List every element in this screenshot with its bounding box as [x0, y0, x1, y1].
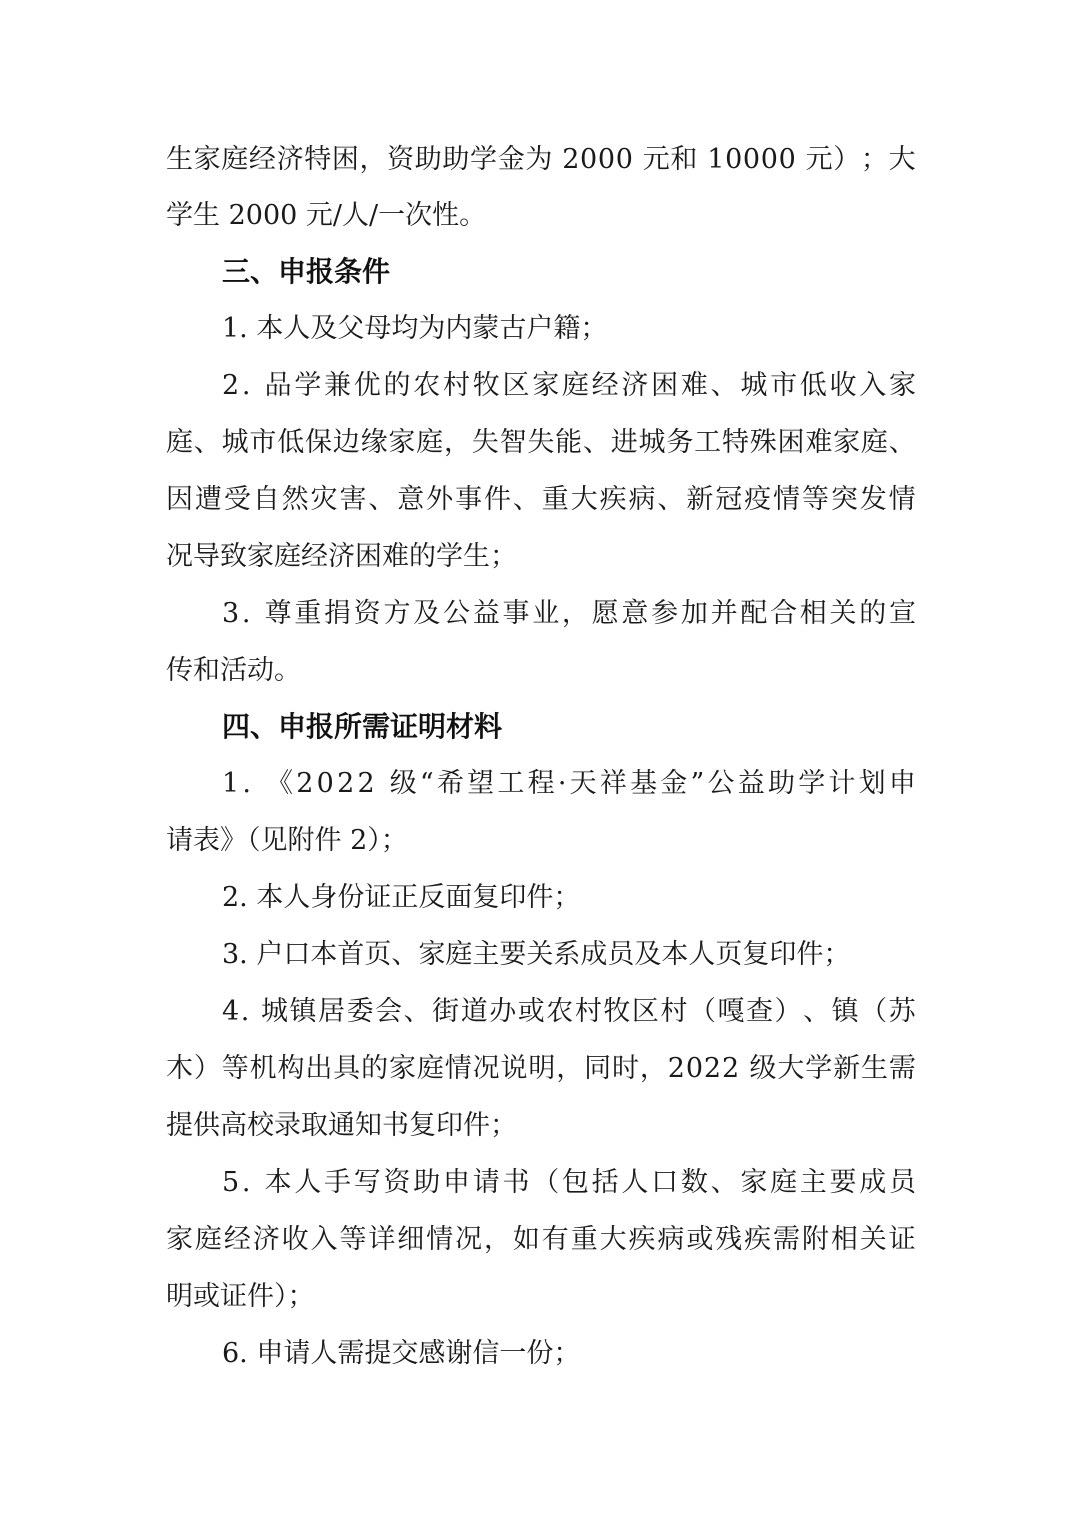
text-line-15: 3. 户口本首页、家庭主要关系成员及本人页复印件； — [222, 939, 851, 970]
text-line-13: 请表》（见附件 2）； — [166, 825, 408, 856]
text-line-9: 3 . 尊 重 捐 资 方 及 公 益 事 业 ， 愿 意 参 加 并 配 合 相 关 的 宣 — [222, 598, 916, 629]
text-line-20: 家 庭 经 济 收 入 等 详 细 情 况 ， 如 有 重 大 疾 病 或 残 疾 需 附 相 关 证 — [166, 1224, 916, 1255]
text-line-10: 传和活动。 — [166, 655, 301, 686]
text-line-2: 学生 2000 元/人/一次性。 — [166, 200, 487, 231]
section-heading-4: 四、申报所需证明材料 — [222, 710, 503, 743]
text-line-22: 6. 申请人需提交感谢信一份； — [222, 1338, 581, 1369]
text-line-8: 况导致家庭经济困难的学生； — [166, 541, 517, 572]
text-line-6: 庭 、 城 市 低 保 边 缘 家 庭 ， 失 智 失 能 、 进 城 务 工 特 殊 困 难 家 庭 、 — [166, 427, 916, 458]
text-line-4: 1. 本人及父母均为内蒙古户籍； — [222, 313, 608, 344]
text-line-7: 因 遭 受 自 然 灾 害 、 意 外 事 件 、 重 大 疾 病 、 新 冠 疫 情 等 突 发 情 — [166, 484, 916, 515]
text-line-16: 4 . 城 镇 居 委 会 、 街 道 办 或 农 村 牧 区 村 （ 嘎 查 ） 、 镇 （ 苏 — [222, 996, 916, 1027]
text-line-18: 提供高校录取通知书复印件； — [166, 1110, 517, 1141]
text-line-19: 5 . 本 人 手 写 资 助 申 请 书 （ 包 括 人 口 数 、 家 庭 主 要 成 员 — [222, 1167, 916, 1198]
text-line-12: 1 . 《 2 0 2 2 级 “ 希 望 工 程 · 天 祥 基 金 ” 公 益 助 学 计 划 申 — [222, 768, 916, 799]
text-line-14: 2. 本人身份证正反面复印件； — [222, 882, 581, 913]
text-line-1: 生 家 庭 经 济 特 困 ， 资 助 助 学 金 为 2 0 0 0 元 和 1 0 0 0 0 元 ） ； 大 — [166, 144, 916, 175]
text-line-21: 明或证件）； — [166, 1281, 315, 1312]
text-line-17: 木 ） 等 机 构 出 具 的 家 庭 情 况 说 明 ， 同 时 ， 2 0 2 2 级 大 学 新 生 需 — [166, 1053, 916, 1084]
section-heading-3: 三、申报条件 — [222, 255, 391, 288]
text-line-5: 2 . 品 学 兼 优 的 农 村 牧 区 家 庭 经 济 困 难 、 城 市 低 收 入 家 — [222, 370, 916, 401]
